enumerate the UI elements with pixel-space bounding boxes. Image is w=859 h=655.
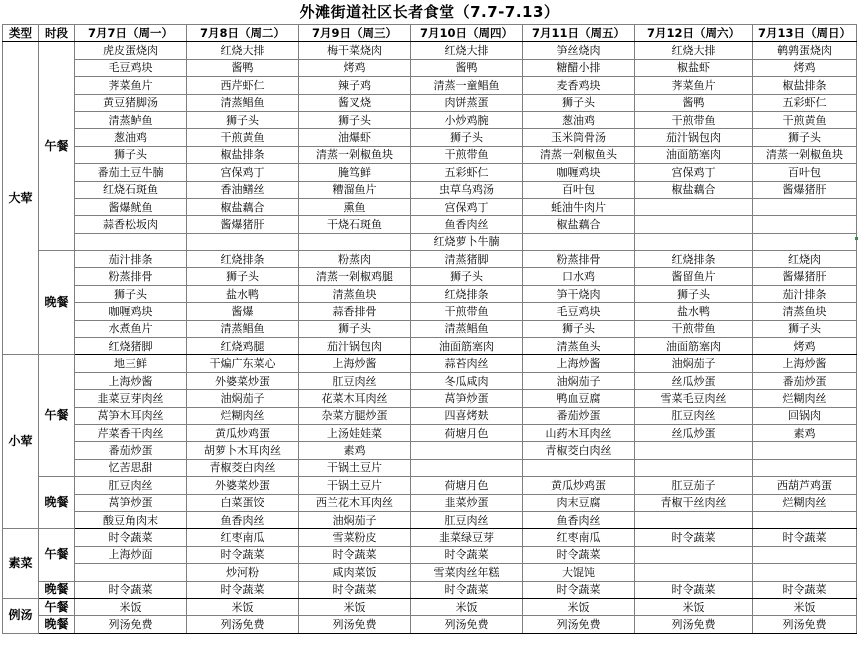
dish-cell: 时令蔬菜	[411, 581, 523, 598]
menu-row	[3, 390, 857, 407]
menu-row	[3, 459, 857, 476]
dish-cell: 黄豆猪脚汤	[75, 94, 187, 111]
menu-row	[3, 372, 857, 389]
dish-cell: 红枣南瓜	[187, 529, 299, 546]
dish-cell: 红烧肉	[753, 251, 857, 268]
dish-cell: 蚝油牛肉片	[523, 198, 635, 215]
dish-cell: 咸肉菜饭	[299, 564, 411, 581]
dish-cell: 五彩虾仁	[753, 94, 857, 111]
dish-cell	[635, 546, 753, 563]
menu-row	[3, 77, 857, 94]
meal-period-label: 午餐	[39, 598, 75, 615]
dish-cell: 清蒸鱼块	[753, 303, 857, 320]
dish-cell: 酱留鱼片	[635, 268, 753, 285]
menu-row	[3, 442, 857, 459]
dish-cell: 清蒸一剁椒鱼头	[523, 146, 635, 163]
dish-cell: 雪菜毛豆肉丝	[635, 390, 753, 407]
dish-cell: 时令蔬菜	[187, 581, 299, 598]
dish-cell: 梅干菜烧肉	[299, 42, 411, 59]
dish-cell: 油面筋塞肉	[635, 146, 753, 163]
dish-cell: 油焖茄子	[523, 372, 635, 389]
dish-cell: 狮子头	[635, 285, 753, 302]
category-label: 例汤	[3, 598, 39, 633]
dish-cell: 干锅土豆片	[299, 477, 411, 494]
menu-row	[3, 494, 857, 511]
menu-row	[3, 198, 857, 215]
dish-cell: 酱叉烧	[299, 94, 411, 111]
dish-cell: 红烧萝卜牛腩	[411, 233, 523, 250]
dish-cell	[753, 442, 857, 459]
dish-cell: 腌笃鲜	[299, 164, 411, 181]
dish-cell: 干煎带鱼	[635, 111, 753, 128]
menu-row	[3, 146, 857, 163]
dish-cell: 烂糊肉丝	[753, 390, 857, 407]
dish-cell: 西芹虾仁	[187, 77, 299, 94]
dish-cell	[635, 198, 753, 215]
dish-cell	[753, 459, 857, 476]
dish-cell	[753, 564, 857, 581]
dish-cell: 列汤免费	[635, 616, 753, 633]
dish-cell: 芹菜香干肉丝	[75, 424, 187, 441]
dish-cell: 油面筋塞肉	[411, 338, 523, 355]
dish-cell: 时令蔬菜	[299, 581, 411, 598]
dish-cell: 毛豆鸡块	[75, 59, 187, 76]
dish-cell: 花菜木耳肉丝	[299, 390, 411, 407]
menu-row	[3, 511, 857, 528]
dish-cell: 椒盐藕合	[635, 181, 753, 198]
dish-cell: 清蒸一童鲳鱼	[411, 77, 523, 94]
dish-cell: 杂菜方腿炒蛋	[299, 407, 411, 424]
dish-cell: 黄瓜炒鸡蛋	[523, 477, 635, 494]
dish-cell: 鱼香肉丝	[411, 216, 523, 233]
dish-cell	[635, 459, 753, 476]
dish-cell: 干煎带鱼	[411, 303, 523, 320]
dish-cell: 番茄土豆牛腩	[75, 164, 187, 181]
dish-cell: 狮子头	[299, 111, 411, 128]
header-cell: 类型	[3, 25, 39, 42]
dish-cell: 丝瓜炒蛋	[635, 424, 753, 441]
dish-cell: 莴笋木耳肉丝	[75, 407, 187, 424]
dish-cell: 干烧石斑鱼	[299, 216, 411, 233]
weekly-menu-table	[2, 24, 857, 634]
dish-cell: 百叶包	[523, 181, 635, 198]
dish-cell: 荠菜鱼片	[635, 77, 753, 94]
dish-cell: 列汤免费	[75, 616, 187, 633]
dish-cell: 清蒸鲳鱼	[411, 320, 523, 337]
dish-cell: 番茄炒蛋	[523, 407, 635, 424]
dish-cell: 时令蔬菜	[753, 529, 857, 546]
dish-cell: 清蒸鲳鱼	[187, 94, 299, 111]
dish-cell: 时令蔬菜	[75, 581, 187, 598]
dish-cell: 干煎带鱼	[411, 146, 523, 163]
dish-cell: 肉末豆腐	[523, 494, 635, 511]
dish-cell: 红枣南瓜	[523, 529, 635, 546]
dish-cell: 红烧大排	[411, 42, 523, 59]
dish-cell: 列汤免费	[753, 616, 857, 633]
dish-cell: 忆苦思甜	[75, 459, 187, 476]
menu-row	[3, 564, 857, 581]
sheet-title: 外滩街道社区长者食堂（7.7-7.13）	[299, 3, 560, 21]
dish-cell: 清蒸一剁椒鱼块	[299, 146, 411, 163]
dish-cell: 大馄饨	[523, 564, 635, 581]
dish-cell: 粉蒸排骨	[523, 251, 635, 268]
header-cell: 7月11日（周五）	[523, 25, 635, 42]
dish-cell: 葱油鸡	[75, 129, 187, 146]
menu-row	[3, 181, 857, 198]
dish-cell: 韭菜炒蛋	[411, 494, 523, 511]
dish-cell: 口水鸡	[523, 268, 635, 285]
dish-cell: 盐水鸭	[635, 303, 753, 320]
dish-cell: 红烧大排	[187, 42, 299, 59]
dish-cell: 油焖茄子	[635, 355, 753, 372]
meal-period-label: 午餐	[39, 355, 75, 477]
menu-row	[3, 94, 857, 111]
dish-cell: 上海炒酱	[753, 355, 857, 372]
cell-marker	[855, 237, 858, 240]
dish-cell: 烤鸡	[753, 59, 857, 76]
dish-cell: 鱼香肉丝	[187, 511, 299, 528]
dish-cell: 虫草乌鸡汤	[411, 181, 523, 198]
dish-cell: 干锅土豆片	[299, 459, 411, 476]
dish-cell: 酱爆猪肝	[753, 181, 857, 198]
dish-cell: 油焖茄子	[299, 511, 411, 528]
dish-cell: 笋干烧肉	[523, 285, 635, 302]
header-cell: 时段	[39, 25, 75, 42]
menu-row	[3, 164, 857, 181]
dish-cell: 狮子头	[523, 94, 635, 111]
dish-cell: 番茄炒蛋	[753, 372, 857, 389]
dish-cell: 干煸广东菜心	[187, 355, 299, 372]
dish-cell: 时令蔬菜	[753, 581, 857, 598]
dish-cell: 红烧石斑鱼	[75, 181, 187, 198]
menu-row	[3, 129, 857, 146]
dish-cell: 黄瓜炒鸡蛋	[187, 424, 299, 441]
header-row	[3, 25, 857, 42]
dish-cell: 米饭	[187, 598, 299, 615]
menu-row	[3, 581, 857, 598]
menu-row	[3, 268, 857, 285]
dish-cell: 鱼香肉丝	[523, 511, 635, 528]
dish-cell: 红烧猪脚	[75, 338, 187, 355]
dish-cell	[635, 233, 753, 250]
meal-period-label: 晚餐	[39, 251, 75, 355]
dish-cell: 葱油鸡	[523, 111, 635, 128]
dish-cell: 清蒸猪脚	[411, 251, 523, 268]
dish-cell: 辣子鸡	[299, 77, 411, 94]
dish-cell: 蒜苔肉丝	[411, 355, 523, 372]
dish-cell: 狮子头	[75, 285, 187, 302]
dish-cell: 狮子头	[187, 268, 299, 285]
dish-cell: 红烧鸡腿	[187, 338, 299, 355]
dish-cell: 毛豆鸡块	[523, 303, 635, 320]
dish-cell: 青椒干丝肉丝	[635, 494, 753, 511]
dish-cell: 时令蔬菜	[635, 581, 753, 598]
dish-cell: 炒河粉	[187, 564, 299, 581]
dish-cell: 青椒茭白肉丝	[187, 459, 299, 476]
dish-cell: 上海炒酱	[75, 372, 187, 389]
dish-cell: 椒盐排条	[187, 146, 299, 163]
dish-cell: 椒盐排条	[753, 77, 857, 94]
menu-row	[3, 529, 857, 546]
dish-cell: 外婆菜炒蛋	[187, 372, 299, 389]
dish-cell: 肛豆肉丝	[635, 407, 753, 424]
dish-cell: 椒盐虾	[635, 59, 753, 76]
dish-cell: 米饭	[299, 598, 411, 615]
dish-cell: 麦香鸡块	[523, 77, 635, 94]
dish-cell: 狮子头	[411, 129, 523, 146]
dish-cell: 酱爆猪肝	[187, 216, 299, 233]
menu-body	[3, 42, 857, 633]
header-cell: 7月9日（周三）	[299, 25, 411, 42]
dish-cell: 蒜香松坂肉	[75, 216, 187, 233]
dish-cell: 酱鸭	[635, 94, 753, 111]
menu-row	[3, 338, 857, 355]
dish-cell: 米饭	[75, 598, 187, 615]
dish-cell: 时令蔬菜	[523, 581, 635, 598]
dish-cell: 红烧排条	[411, 285, 523, 302]
category-label: 大荤	[3, 42, 39, 355]
category-label: 小荤	[3, 355, 39, 529]
dish-cell: 列汤免费	[411, 616, 523, 633]
dish-cell	[299, 233, 411, 250]
dish-cell	[523, 459, 635, 476]
dish-cell: 茄汁锅包肉	[299, 338, 411, 355]
dish-cell: 米饭	[753, 598, 857, 615]
dish-cell: 四喜烤麸	[411, 407, 523, 424]
menu-row	[3, 251, 857, 268]
dish-cell: 荠菜鱼片	[75, 77, 187, 94]
dish-cell	[753, 546, 857, 563]
menu-row	[3, 424, 857, 441]
menu-row	[3, 477, 857, 494]
dish-cell: 油面筋塞肉	[635, 338, 753, 355]
dish-cell	[635, 216, 753, 233]
dish-cell: 茄汁排条	[753, 285, 857, 302]
dish-cell: 冬瓜咸肉	[411, 372, 523, 389]
menu-row	[3, 355, 857, 372]
dish-cell	[635, 442, 753, 459]
dish-cell: 清蒸鲈鱼	[75, 111, 187, 128]
dish-cell	[753, 233, 857, 250]
dish-cell: 狮子头	[523, 320, 635, 337]
dish-cell: 玉米筒骨汤	[523, 129, 635, 146]
dish-cell: 米饭	[523, 598, 635, 615]
dish-cell: 香油鳝丝	[187, 181, 299, 198]
header-cell: 7月13日（周日）	[753, 25, 857, 42]
menu-row	[3, 216, 857, 233]
dish-cell: 上海炒面	[75, 546, 187, 563]
dish-cell: 蒜香排骨	[299, 303, 411, 320]
dish-cell: 地三鲜	[75, 355, 187, 372]
menu-row	[3, 285, 857, 302]
dish-cell: 清蒸一剁椒鱼块	[753, 146, 857, 163]
dish-cell: 小炒鸡腕	[411, 111, 523, 128]
dish-cell	[753, 216, 857, 233]
dish-cell: 回锅肉	[753, 407, 857, 424]
dish-cell: 狮子头	[753, 129, 857, 146]
dish-cell: 粉蒸肉	[299, 251, 411, 268]
dish-cell: 干煎黄鱼	[753, 111, 857, 128]
dish-cell: 雪菜粉皮	[299, 529, 411, 546]
dish-cell: 鸭血豆腐	[523, 390, 635, 407]
dish-cell	[753, 511, 857, 528]
dish-cell: 宫保鸡丁	[411, 198, 523, 215]
dish-cell: 油爆虾	[299, 129, 411, 146]
menu-row	[3, 320, 857, 337]
dish-cell: 烤鸡	[299, 59, 411, 76]
dish-cell: 糟溜鱼片	[299, 181, 411, 198]
dish-cell: 酱爆鱿鱼	[75, 198, 187, 215]
menu-row	[3, 111, 857, 128]
dish-cell: 上汤娃娃菜	[299, 424, 411, 441]
dish-cell: 莴笋炒蛋	[411, 390, 523, 407]
dish-cell: 虎皮蛋烧肉	[75, 42, 187, 59]
dish-cell	[753, 198, 857, 215]
dish-cell	[187, 233, 299, 250]
dish-cell: 青椒茭白肉丝	[523, 442, 635, 459]
dish-cell: 时令蔬菜	[411, 546, 523, 563]
meal-period-label: 晚餐	[39, 477, 75, 529]
dish-cell: 椒盐藕合	[523, 216, 635, 233]
dish-cell: 酱鸭	[411, 59, 523, 76]
dish-cell: 狮子头	[411, 268, 523, 285]
dish-cell: 时令蔬菜	[523, 546, 635, 563]
dish-cell: 五彩虾仁	[411, 164, 523, 181]
dish-cell: 肛豆肉丝	[411, 511, 523, 528]
menu-row	[3, 407, 857, 424]
dish-cell: 素鸡	[753, 424, 857, 441]
dish-cell: 水煮鱼片	[75, 320, 187, 337]
dish-cell: 糖醋小排	[523, 59, 635, 76]
dish-cell: 宫保鸡丁	[635, 164, 753, 181]
dish-cell: 狮子头	[75, 146, 187, 163]
dish-cell: 清蒸鱼头	[523, 338, 635, 355]
dish-cell: 肛豆茄子	[635, 477, 753, 494]
meal-period-label: 午餐	[39, 42, 75, 251]
dish-cell: 笋丝烧肉	[523, 42, 635, 59]
dish-cell: 列汤免费	[523, 616, 635, 633]
dish-cell: 西葫芦鸡蛋	[753, 477, 857, 494]
dish-cell: 百叶包	[753, 164, 857, 181]
dish-cell: 米饭	[411, 598, 523, 615]
dish-cell: 米饭	[635, 598, 753, 615]
dish-cell: 清蒸鲳鱼	[187, 320, 299, 337]
menu-row	[3, 303, 857, 320]
dish-cell: 狮子头	[299, 320, 411, 337]
dish-cell: 干煎带鱼	[635, 320, 753, 337]
dish-cell: 鹌鹑蛋烧肉	[753, 42, 857, 59]
dish-cell: 宫保鸡丁	[187, 164, 299, 181]
dish-cell	[411, 442, 523, 459]
menu-row	[3, 598, 857, 615]
dish-cell: 烂糊肉丝	[753, 494, 857, 511]
menu-row	[3, 59, 857, 76]
menu-row	[3, 233, 857, 250]
dish-cell: 烤鸡	[753, 338, 857, 355]
header-cell: 7月8日（周二）	[187, 25, 299, 42]
meal-period-label: 午餐	[39, 529, 75, 581]
dish-cell: 酱鸭	[187, 59, 299, 76]
dish-cell: 西兰花木耳肉丝	[299, 494, 411, 511]
dish-cell: 番茄炒蛋	[75, 442, 187, 459]
dish-cell: 椒盐藕合	[187, 198, 299, 215]
dish-cell: 时令蔬菜	[299, 546, 411, 563]
dish-cell: 红烧排条	[635, 251, 753, 268]
header-cell: 7月12日（周六）	[635, 25, 753, 42]
dish-cell: 山药木耳肉丝	[523, 424, 635, 441]
dish-cell: 茄汁锅包肉	[635, 129, 753, 146]
dish-cell: 外婆菜炒蛋	[187, 477, 299, 494]
dish-cell	[635, 511, 753, 528]
dish-cell: 雪菜肉丝年糕	[411, 564, 523, 581]
dish-cell: 列汤免费	[187, 616, 299, 633]
dish-cell: 韭菜绿豆芽	[411, 529, 523, 546]
dish-cell: 狮子头	[187, 111, 299, 128]
menu-row	[3, 546, 857, 563]
dish-cell: 肉饼蒸蛋	[411, 94, 523, 111]
dish-cell: 时令蔬菜	[75, 529, 187, 546]
dish-cell: 肛豆肉丝	[299, 372, 411, 389]
dish-cell: 熏鱼	[299, 198, 411, 215]
dish-cell	[411, 459, 523, 476]
dish-cell: 荷塘月色	[411, 477, 523, 494]
dish-cell	[75, 564, 187, 581]
dish-cell	[523, 233, 635, 250]
dish-cell: 肛豆肉丝	[75, 477, 187, 494]
dish-cell: 咖喱鸡块	[523, 164, 635, 181]
dish-cell: 清蒸鱼块	[299, 285, 411, 302]
dish-cell: 茄汁排条	[75, 251, 187, 268]
dish-cell	[635, 564, 753, 581]
dish-cell: 时令蔬菜	[187, 546, 299, 563]
dish-cell: 上海炒酱	[523, 355, 635, 372]
dish-cell: 荷塘月色	[411, 424, 523, 441]
dish-cell: 列汤免费	[299, 616, 411, 633]
dish-cell: 清蒸一剁椒鸡腿	[299, 268, 411, 285]
dish-cell: 丝瓜炒蛋	[635, 372, 753, 389]
dish-cell: 酱爆猪肝	[753, 268, 857, 285]
header-cell: 7月10日（周四）	[411, 25, 523, 42]
dish-cell: 粉蒸排骨	[75, 268, 187, 285]
meal-period-label: 晚餐	[39, 616, 75, 633]
dish-cell: 红烧大排	[635, 42, 753, 59]
dish-cell: 狮子头	[753, 320, 857, 337]
meal-period-label: 晚餐	[39, 581, 75, 598]
dish-cell	[75, 233, 187, 250]
dish-cell: 素鸡	[299, 442, 411, 459]
dish-cell: 红烧排条	[187, 251, 299, 268]
dish-cell: 烂糊肉丝	[187, 407, 299, 424]
menu-row	[3, 616, 857, 633]
header-cell: 7月7日（周一）	[75, 25, 187, 42]
dish-cell: 咖喱鸡块	[75, 303, 187, 320]
dish-cell: 盐水鸭	[187, 285, 299, 302]
dish-cell: 上海炒酱	[299, 355, 411, 372]
menu-row	[3, 42, 857, 59]
dish-cell: 干煎黄鱼	[187, 129, 299, 146]
dish-cell: 胡萝卜木耳肉丝	[187, 442, 299, 459]
dish-cell: 韭菜豆芽肉丝	[75, 390, 187, 407]
dish-cell: 莴笋炒蛋	[75, 494, 187, 511]
dish-cell: 白菜蛋饺	[187, 494, 299, 511]
dish-cell: 酱爆	[187, 303, 299, 320]
category-label: 素菜	[3, 529, 39, 599]
dish-cell: 油焖茄子	[187, 390, 299, 407]
dish-cell: 时令蔬菜	[635, 529, 753, 546]
dish-cell: 酸豆角肉末	[75, 511, 187, 528]
